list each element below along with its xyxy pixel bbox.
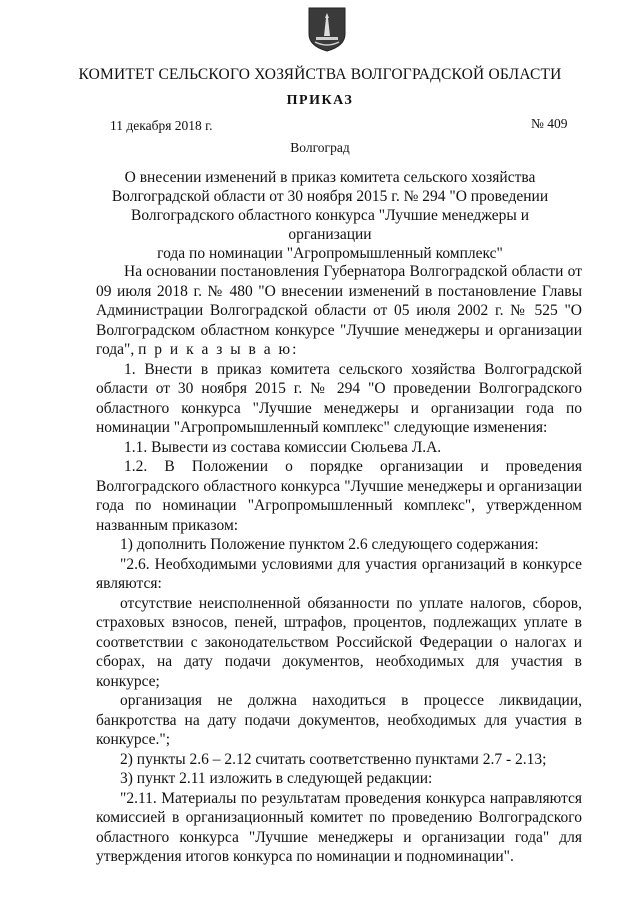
quote-2-6-a: отсутствие неисполненной обязанности по уплате налогов, сборов, страховых взносов, пеней, штрафов, процентов, подлежащих уплате в соответствии с законодательством Российской Федерации о налогах и сборах, на дату подачи документов, необходимых для участия в конкурсе; — [96, 594, 582, 690]
organization-name: КОМИТЕТ СЕЛЬСКОГО ХОЗЯЙСТВА ВОЛГОГРАДСКОЙ ОБЛАСТИ — [78, 66, 562, 83]
preamble-text: На основании постановления Губернатора Волгоградской области от 09 июля 2018 г. № 480 "О внесении изменений в постановление Главы Администрации Волгоградской области от 05 июля 2002 г. № 525 "О Волгоградском областном конкурсе "Лучшие менеджеры и организации года", — [96, 263, 582, 358]
subitem-1: 1) дополнить Положение пунктом 2.6 следующего содержания: — [120, 536, 539, 553]
preamble-paragraph — [96, 262, 582, 360]
title-line: О внесении изменений в приказ комитета сельского хозяйства — [124, 169, 536, 186]
document-date: 11 декабря 2018 г. — [110, 118, 213, 133]
paragraph-1-2: 1.2. В Положении о порядке организации и проведения Волгоградского областного конкурса "Лучшие менеджеры и организации года по номинации "Агропромышленный комплекс", утвержденном названным приказом: — [96, 458, 582, 534]
subitem-3: 3) пункт 2.11 изложить в следующей редакции: — [120, 770, 433, 787]
coat-of-arms-emblem — [307, 6, 347, 52]
quote-2-6: "2.6. Необходимыми условиями для участия организаций в конкурсе являются: — [96, 555, 582, 592]
title-line: Волгоградской области от 30 ноября 2015 г. № 294 "О проведении — [111, 188, 549, 205]
document-title — [90, 168, 570, 263]
title-line: Волгоградского областного конкурса "Лучшие менеджеры и организации — [130, 207, 529, 243]
quote-2-6-b: организация не должна находиться в процессе ликвидации, банкротства на дату подачи документов, необходимых для участия в конкурсе."; — [96, 692, 582, 748]
paragraph-1: 1. Внести в приказ комитета сельского хозяйства Волгоградской области от 30 ноября 2015 г. № 294 "О проведении Волгоградского областного конкурса "Лучшие менеджеры и организации года по номинации "Агропромышленный комплекс" следующие изменения: — [96, 360, 582, 436]
document-number: № 409 — [531, 116, 568, 131]
document-type: ПРИКАЗ — [286, 93, 354, 108]
title-line: года по номинации "Агропромышленный комплекс" — [157, 245, 503, 262]
paragraph-1-1: 1.1. Вывести из состава комиссии Сюльева Л.А. — [124, 438, 442, 456]
subitem-2: 2) пункты 2.6 – 2.12 считать соответственно пунктами 2.7 - 2.13; — [120, 750, 547, 768]
document-city: Волгоград — [290, 140, 350, 155]
document-body — [96, 262, 582, 867]
quote-2-11: "2.11. Материалы по результатам проведения конкурса направляются комиссией в организационный комитет по проведению Волгоградского областного конкурса "Лучшие менеджеры и организации года" для утверждения итогов конкурса по номинации и подноминации". — [96, 789, 582, 865]
prikazyvayu-text: п р и к а з ы в а ю: — [138, 341, 299, 358]
